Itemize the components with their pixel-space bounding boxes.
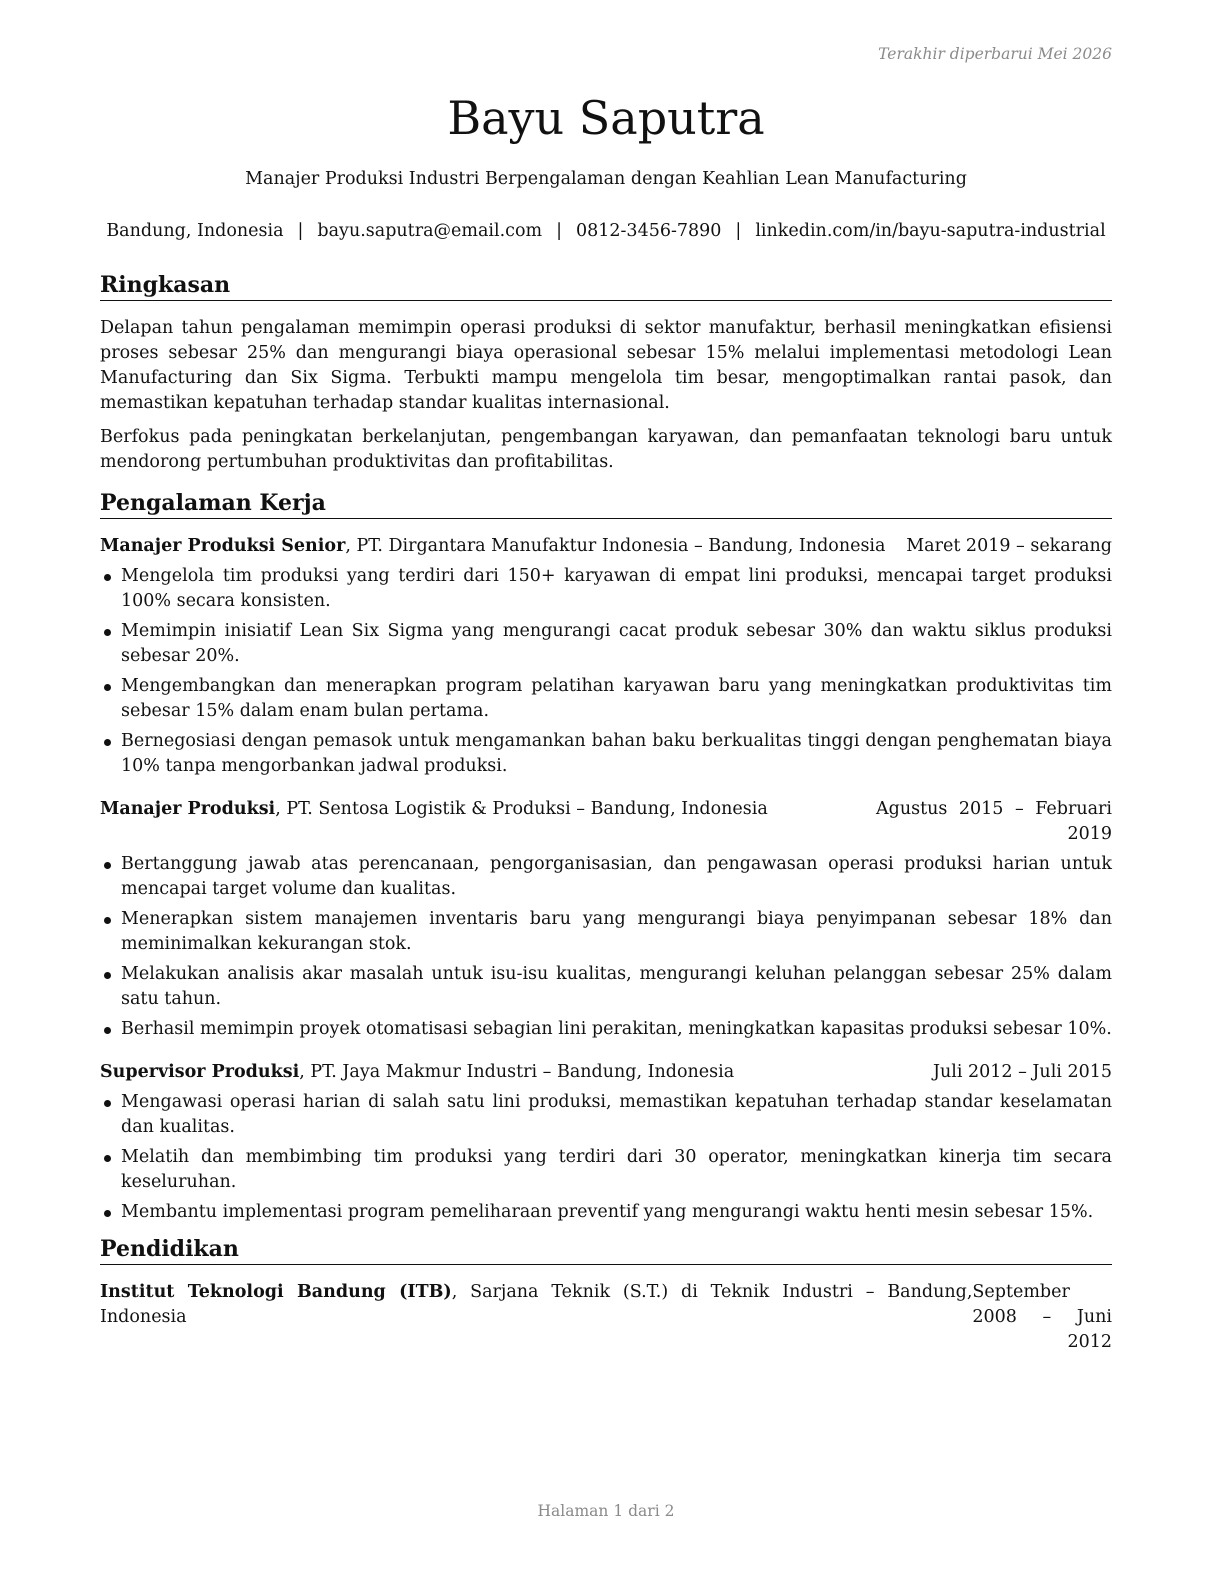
job-role: Manajer Produksi — [100, 799, 276, 819]
experience-section — [100, 489, 1112, 1230]
education-detail: , Sarjana Teknik (S.T.) di Teknik Industri – Bandung, Indonesia — [100, 1282, 973, 1327]
candidate-tagline: Manajer Produksi Industri Berpengalaman dengan Keahlian Lean Manufacturing — [245, 169, 967, 189]
job-header — [100, 1060, 1112, 1085]
list-item: Mengelola tim produksi yang terdiri dari 150+ karyawan di empat lini produksi, mencapai target produksi 100% secara konsisten. — [100, 564, 1112, 614]
contact-line — [100, 219, 1112, 243]
job-entry — [100, 534, 1112, 779]
education-dates: September 2008 – Juni 2012 — [972, 1282, 1112, 1352]
section-title-summary: Ringkasan — [100, 271, 1112, 301]
contact-separator: | — [297, 221, 304, 241]
education-section — [100, 1235, 1112, 1355]
job-header — [100, 797, 1112, 847]
job-dates: Agustus 2015 – Februari 2019 — [876, 799, 1112, 844]
job-company: , PT. Jaya Makmur Industri – Bandung, Indonesia — [299, 1062, 735, 1082]
contact-phone: 0812-3456-7890 — [575, 221, 722, 241]
summary-paragraph: Berfokus pada peningkatan berkelanjutan, pengembangan karyawan, dan pemanfaatan teknologi baru untuk mendorong pertumbuhan produktivitas dan profitabilitas. — [100, 427, 1112, 472]
list-item: Bernegosiasi dengan pemasok untuk mengamankan bahan baku berkualitas tinggi dengan penghematan biaya 10% tanpa mengorbankan jadwal produksi. — [100, 729, 1112, 779]
job-header — [100, 534, 1112, 559]
job-dates: Juli 2012 – Juli 2015 — [932, 1062, 1112, 1082]
contact-location: Bandung, Indonesia — [106, 221, 284, 241]
job-bullets — [100, 1090, 1112, 1225]
section-title-experience: Pengalaman Kerja — [100, 489, 1112, 519]
contact-email[interactable]: bayu.saputra@email.com — [317, 221, 543, 241]
resume-page — [100, 0, 1112, 1584]
education-entry — [100, 1280, 1112, 1355]
list-item: Mengawasi operasi harian di salah satu lini produksi, memastikan kepatuhan terhadap standar keselamatan dan kualitas. — [100, 1090, 1112, 1140]
list-item: Menerapkan sistem manajemen inventaris baru yang mengurangi biaya penyimpanan sebesar 18% dan meminimalkan kekurangan stok. — [100, 907, 1112, 957]
job-role: Manajer Produksi Senior — [100, 536, 346, 556]
list-item: Memimpin inisiatif Lean Six Sigma yang mengurangi cacat produk sebesar 30% dan waktu siklus produksi sebesar 20%. — [100, 619, 1112, 669]
list-item: Berhasil memimpin proyek otomatisasi sebagian lini perakitan, meningkatkan kapasitas produksi sebesar 10%. — [100, 1017, 1112, 1042]
candidate-name: Bayu Saputra — [447, 91, 765, 145]
job-bullets — [100, 564, 1112, 779]
last-updated-note: Terakhir diperbarui Mei 2026 — [878, 45, 1112, 63]
summary-section — [100, 271, 1112, 475]
page-number: Halaman 1 dari 2 — [537, 1502, 675, 1520]
list-item: Mengembangkan dan menerapkan program pelatihan karyawan baru yang meningkatkan produktivitas tim sebesar 15% dalam enam bulan pertama. — [100, 674, 1112, 724]
contact-separator: | — [556, 221, 562, 241]
job-company: , PT. Dirgantara Manufaktur Indonesia – Bandung, Indonesia — [345, 536, 886, 556]
list-item: Bertanggung jawab atas perencanaan, pengorganisasian, dan pengawasan operasi produksi harian untuk mencapai target volume dan kualitas. — [100, 852, 1112, 902]
job-role: Supervisor Produksi — [100, 1062, 300, 1082]
list-item: Melakukan analisis akar masalah untuk isu-isu kualitas, mengurangi keluhan pelanggan sebesar 25% dalam satu tahun. — [100, 962, 1112, 1012]
contact-linkedin[interactable]: linkedin.com/in/bayu-saputra-industrial — [755, 221, 1106, 241]
list-item: Membantu implementasi program pemeliharaan preventif yang mengurangi waktu henti mesin sebesar 15%. — [100, 1200, 1112, 1225]
contact-separator: | — [735, 221, 742, 241]
summary-paragraph: Delapan tahun pengalaman memimpin operasi produksi di sektor manufaktur, berhasil meningkatkan efisiensi proses sebesar 25% dan mengurangi biaya operasional sebesar 15% melalui implementasi metodologi Lean Manufacturing dan Six Sigma. Terbukti mampu mengelola tim besar, mengoptimalkan rantai pasok, dan memastikan kepatuhan terhadap standar kualitas internasional. — [100, 318, 1112, 413]
job-company: , PT. Sentosa Logistik & Produksi – Bandung, Indonesia — [275, 799, 768, 819]
section-title-education: Pendidikan — [100, 1235, 1112, 1265]
job-bullets — [100, 852, 1112, 1042]
job-entry — [100, 797, 1112, 1042]
job-dates: Maret 2019 – sekarang — [906, 536, 1112, 556]
job-entry — [100, 1060, 1112, 1225]
education-institution: Institut Teknologi Bandung (ITB) — [100, 1282, 452, 1302]
list-item: Melatih dan membimbing tim produksi yang terdiri dari 30 operator, meningkatkan kinerja tim secara keseluruhan. — [100, 1145, 1112, 1195]
